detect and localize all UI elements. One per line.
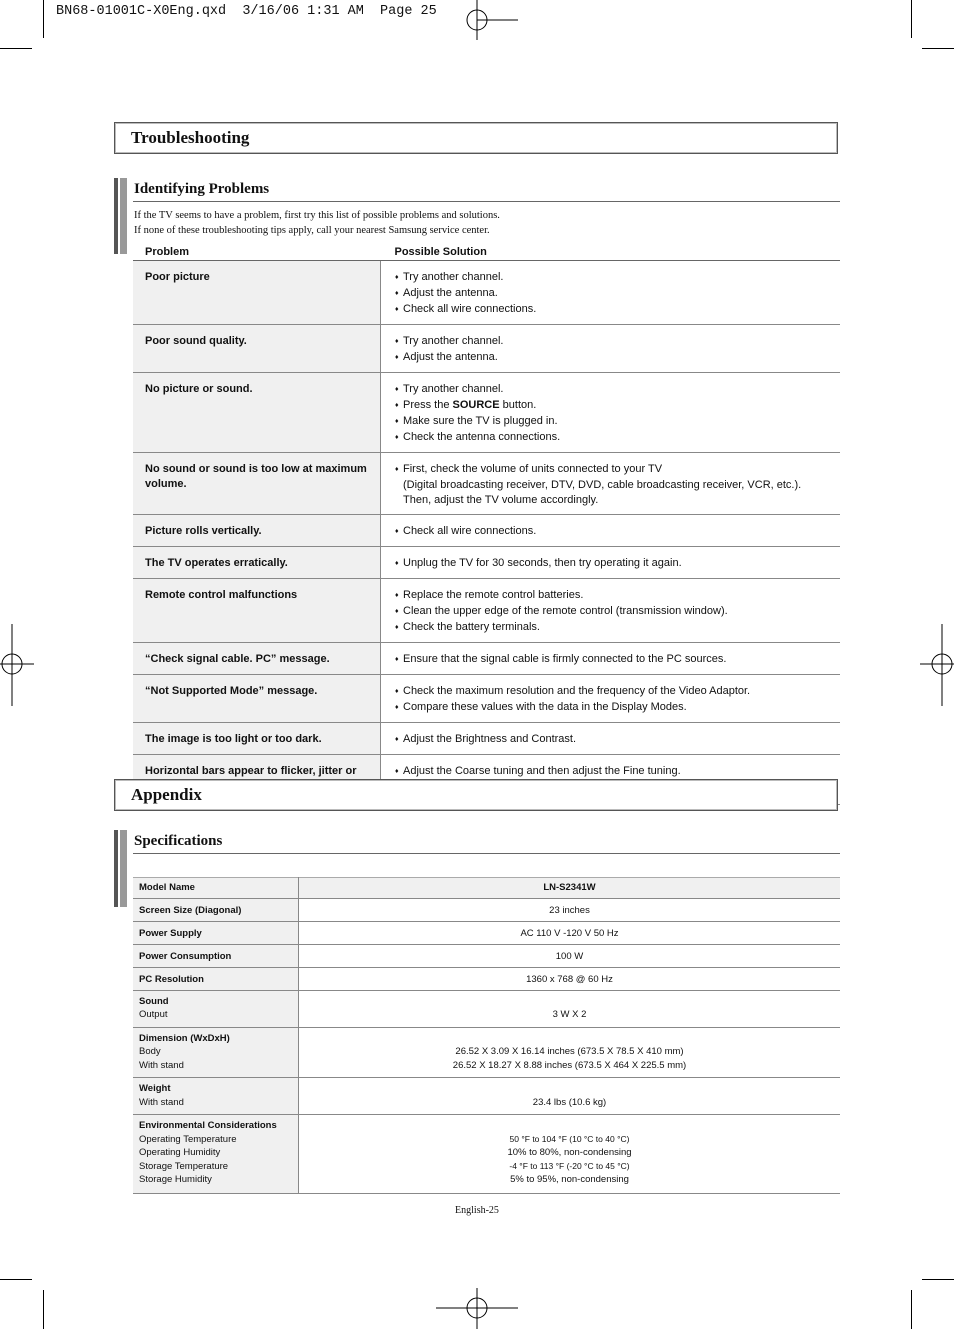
solution-cell: ♦ Check the maximum resolution and the frequency of the Video Adaptor. ♦ Compare these values with the data in the Display Modes.	[381, 675, 841, 723]
table-row	[133, 547, 840, 579]
solution-cell: ♦ Try another channel. ♦ Press the SOURCE button. ♦ Make sure the TV is plugged in. ♦ Check the antenna connections.	[381, 373, 841, 453]
spec-value: 1360 x 768 @ 60 Hz	[299, 967, 841, 990]
solution-cell: ♦ Replace the remote control batteries. ♦ Clean the upper edge of the remote control (transmission window). ♦ Check the battery terminals.	[381, 579, 841, 643]
table-row	[133, 373, 840, 453]
problem-cell: No sound or sound is too low at maximum volume.	[133, 453, 381, 515]
spec-value: AC 110 V -120 V 50 Hz	[299, 921, 841, 944]
page-number: English-25	[455, 1205, 499, 1216]
subsection-title: Identifying Problems	[134, 181, 270, 197]
solution-cell: ♦ Check all wire connections.	[381, 515, 841, 547]
problem-cell: Poor picture	[133, 261, 381, 325]
problem-cell: “Check signal cable. PC” message.	[133, 643, 381, 675]
crop-mark	[911, 1290, 912, 1329]
table-row	[133, 723, 840, 755]
problem-cell: The TV operates erratically.	[133, 547, 381, 579]
spec-label: Screen Size (Diagonal)	[133, 898, 299, 921]
crop-mark	[43, 1290, 44, 1329]
divider	[133, 853, 840, 854]
table-row	[133, 675, 840, 723]
registration-mark-icon	[0, 624, 34, 706]
side-accent-bar	[114, 830, 127, 907]
spec-label: Weight With stand	[133, 1078, 299, 1115]
spec-value: 50 °F to 104 °F (10 °C to 40 °C) 10% to 80%, non-condensing -4 °F to 113 °F (-20 °C to 45 °C) 5% to 95%, non-condensing	[299, 1115, 841, 1194]
crop-mark	[922, 48, 954, 49]
crop-mark	[0, 1279, 32, 1280]
solution-cell: ♦ Adjust the Coarse tuning and then adjust the Fine tuning.	[381, 755, 841, 805]
solution-cell: ♦ Unplug the TV for 30 seconds, then try operating it again.	[381, 547, 841, 579]
spec-label: Model Name	[133, 878, 299, 899]
solution-cell: ♦ Try another channel. ♦ Adjust the antenna.	[381, 325, 841, 373]
column-header-solution: Possible Solution	[381, 244, 841, 261]
registration-mark-icon	[436, 1288, 518, 1329]
column-header-problem: Problem	[133, 244, 381, 261]
spec-value: 26.52 X 3.09 X 16.14 inches (673.5 X 78.5 X 410 mm) 26.52 X 18.27 X 8.88 inches (673.5 X 464 X 225.5 mm)	[299, 1027, 841, 1078]
section-header-appendix	[114, 779, 838, 811]
solution-cell: ♦ Adjust the Brightness and Contrast.	[381, 723, 841, 755]
spec-label: PC Resolution	[133, 967, 299, 990]
table-row	[133, 325, 840, 373]
solution-cell: ♦ Try another channel. ♦ Adjust the antenna. ♦ Check all wire connections.	[381, 261, 841, 325]
registration-mark-icon	[920, 624, 954, 706]
problem-cell: “Not Supported Mode” message.	[133, 675, 381, 723]
problem-cell: Horizontal bars appear to flicker, jitter or	[133, 755, 381, 805]
spec-label: Environmental Considerations Operating Temperature Operating Humidity Storage Temperature Storage Humidity	[133, 1115, 299, 1194]
spec-value: LN-S2341W	[299, 878, 841, 899]
table-row	[133, 643, 840, 675]
spec-label: Power Supply	[133, 921, 299, 944]
table-row	[133, 515, 840, 547]
crop-mark	[922, 1279, 954, 1280]
table-row	[133, 921, 840, 944]
table-row	[133, 990, 840, 1027]
file-slug: BN68-01001C-X0Eng.qxd 3/16/06 1:31 AM Page 25	[56, 4, 437, 19]
table-row	[133, 579, 840, 643]
crop-mark	[911, 0, 912, 38]
problem-cell: Poor sound quality.	[133, 325, 381, 373]
spec-value: 100 W	[299, 944, 841, 967]
section-title: Troubleshooting	[131, 128, 250, 147]
section-header-troubleshooting	[114, 122, 838, 154]
section-title: Appendix	[131, 785, 202, 804]
specifications-table	[133, 877, 840, 1194]
table-row	[133, 1078, 840, 1115]
registration-mark-icon	[456, 0, 518, 40]
table-row	[133, 878, 840, 899]
spec-value: 3 W X 2	[299, 990, 841, 1027]
crop-mark	[0, 48, 32, 49]
table-row	[133, 1027, 840, 1078]
problem-cell: No picture or sound.	[133, 373, 381, 453]
troubleshooting-table	[133, 244, 840, 805]
spec-value: 23.4 lbs (10.6 kg)	[299, 1078, 841, 1115]
table-header-row	[133, 244, 840, 261]
table-row	[133, 898, 840, 921]
spec-label: Sound Output	[133, 990, 299, 1027]
spec-label: Dimension (WxDxH) Body With stand	[133, 1027, 299, 1078]
table-row	[133, 261, 840, 325]
table-row	[133, 1115, 840, 1194]
solution-cell: ♦ Ensure that the signal cable is firmly connected to the PC sources.	[381, 643, 841, 675]
problem-cell: Remote control malfunctions	[133, 579, 381, 643]
spec-value: 23 inches	[299, 898, 841, 921]
solution-cell: ♦ First, check the volume of units connected to your TV (Digital broadcasting receiver, DTV, DVD, cable broadcasting receiver, VCR, etc.). Then, adjust the TV volume accordingly.	[381, 453, 841, 515]
subsection-title: Specifications	[134, 833, 223, 849]
intro-text: If the TV seems to have a problem, first try this list of possible problems and solutions. If none of these troubleshooting tips apply, call your nearest Samsung service center.	[134, 210, 500, 236]
spec-label: Power Consumption	[133, 944, 299, 967]
side-accent-bar	[114, 178, 127, 254]
table-row	[133, 453, 840, 515]
problem-cell: The image is too light or too dark.	[133, 723, 381, 755]
problem-cell: Picture rolls vertically.	[133, 515, 381, 547]
divider	[133, 201, 840, 202]
table-row	[133, 944, 840, 967]
crop-mark	[43, 0, 44, 38]
table-row	[133, 967, 840, 990]
